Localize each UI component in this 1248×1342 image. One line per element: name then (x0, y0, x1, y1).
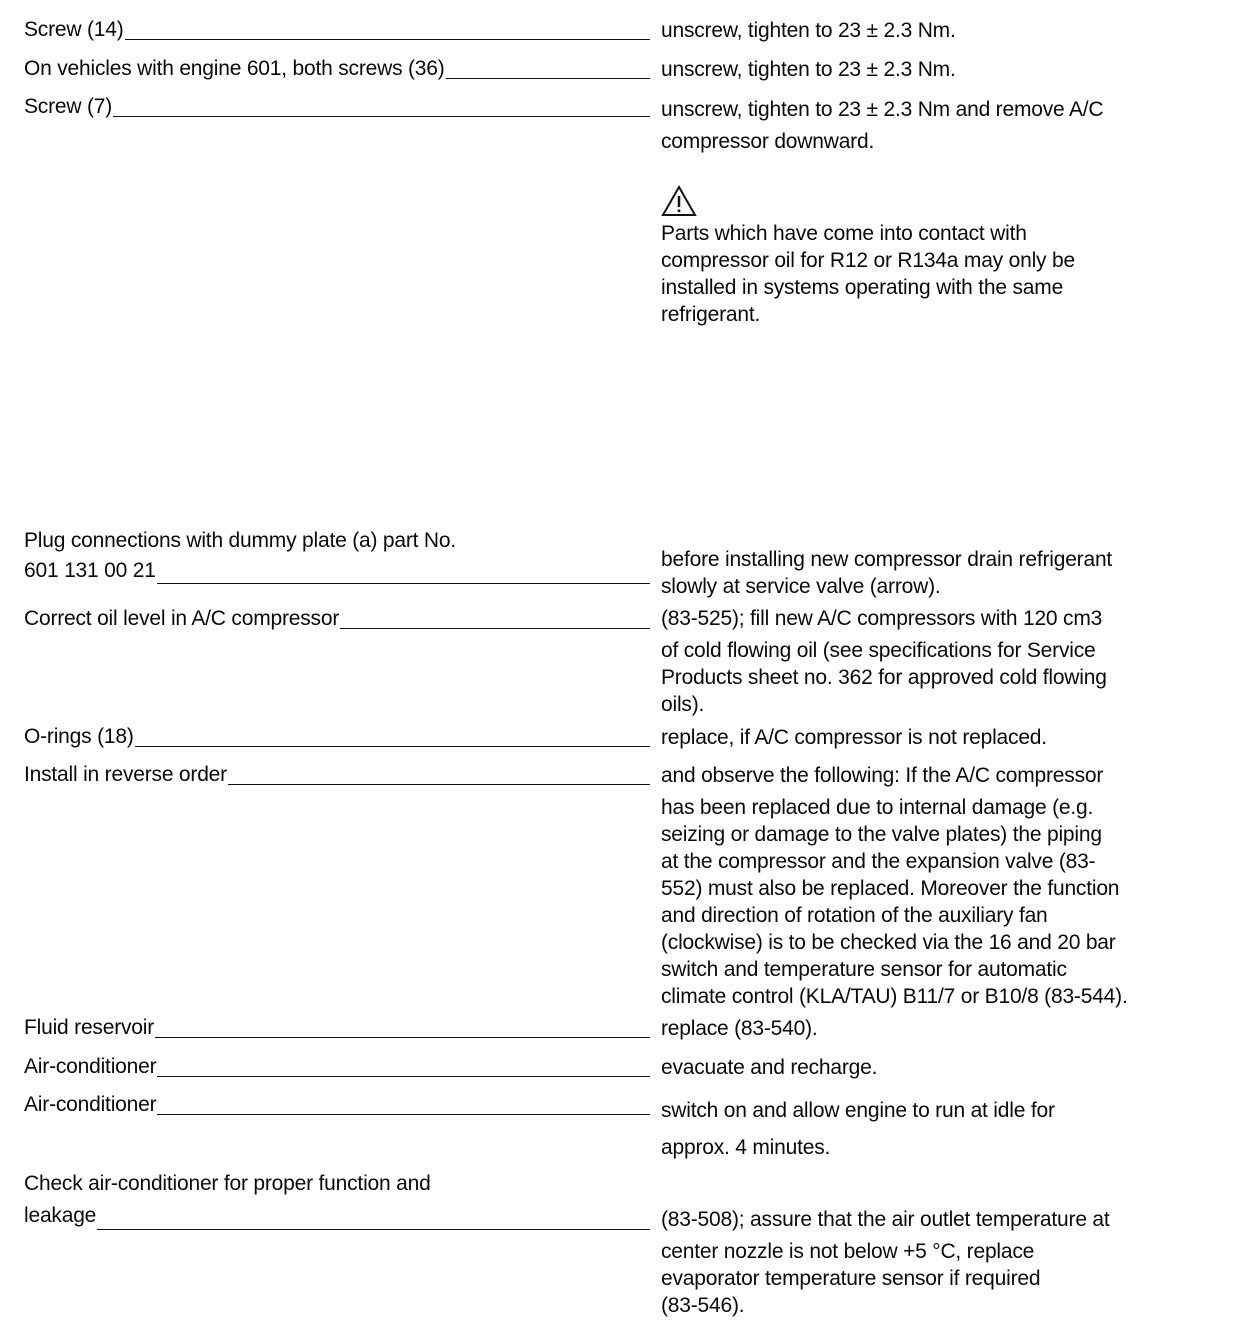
leader-line (157, 563, 650, 584)
step-label-screw-7 (24, 95, 650, 119)
instruction-text: and observe the following: If the A/C compressor (661, 764, 1104, 787)
label-text: Install in reverse order (24, 763, 227, 786)
step-label-reverse-order (24, 763, 650, 787)
label-line (24, 95, 650, 119)
instruction-text: replace (83-540). (661, 1017, 818, 1040)
step-instruction-fluid-reservoir (661, 1015, 1241, 1042)
instruction-text: and direction of rotation of the auxiliary fan (661, 904, 1048, 927)
step-instruction-plug-connections (661, 546, 1241, 600)
warning-line: compressor oil for R12 or R134a may only be (661, 249, 1075, 272)
step-instruction-screws-36 (661, 56, 1241, 83)
label-text: 601 131 00 21 (24, 559, 156, 582)
instruction-text: of cold flowing oil (see specifications for Service (661, 639, 1096, 662)
instruction-text: 552) must also be replaced. Moreover the function (661, 877, 1120, 900)
leader-line (157, 1094, 650, 1115)
instruction-text: (83-525); fill new A/C compressors with 120 cm3 (661, 607, 1103, 630)
label-line (24, 763, 650, 787)
warning-line: refrigerant. (661, 303, 761, 326)
label-text: Screw (14) (24, 18, 124, 41)
instruction-text: seizing or damage to the valve plates) the piping (661, 823, 1102, 846)
instruction-text: approx. 4 minutes. (661, 1136, 831, 1159)
instruction-text: unscrew, tighten to 23 ± 2.3 Nm and remove A/C (661, 98, 1104, 121)
instruction-text: before installing new compressor drain refrigerant (661, 548, 1113, 571)
step-label-screws-36 (24, 57, 650, 81)
step-label-check-ac (24, 1168, 650, 1232)
step-label-screw-14 (24, 18, 650, 42)
instruction-text: center nozzle is not below +5 °C, replace (661, 1240, 1035, 1263)
step-label-o-rings (24, 725, 650, 749)
instruction-text: unscrew, tighten to 23 ± 2.3 Nm. (661, 58, 956, 81)
instruction-text: replace, if A/C compressor is not replaced. (661, 726, 1047, 749)
leader-line (113, 96, 650, 117)
step-instruction-oil-level (661, 605, 1241, 718)
step-label-plug-connections (24, 526, 650, 586)
label-text: Fluid reservoir (24, 1016, 155, 1039)
instruction-text: (83-508); assure that the air outlet temperature at (661, 1208, 1110, 1231)
label-text: Correct oil level in A/C compressor (24, 607, 340, 630)
label-text: O-rings (18) (24, 725, 134, 748)
instruction-text: at the compressor and the expansion valve (83- (661, 850, 1096, 873)
instruction-text: switch and temperature sensor for automatic (661, 958, 1067, 981)
step-instruction-screw-14 (661, 17, 1241, 44)
leader-line (228, 764, 650, 785)
instruction-text: (83-546). (661, 1294, 745, 1317)
leader-line (446, 58, 650, 79)
instruction-text: oils). (661, 693, 705, 716)
leader-line (97, 1209, 650, 1230)
label-line (24, 1016, 650, 1040)
instruction-text: Products sheet no. 362 for approved cold flowing (661, 666, 1107, 689)
label-line (24, 725, 650, 749)
warning-line: Parts which have come into contact with (661, 222, 1027, 245)
label-text: Air-conditioner (24, 1055, 157, 1078)
instruction-text: slowly at service valve (arrow). (661, 575, 941, 598)
instruction-text: compressor downward. (661, 130, 875, 153)
instruction-text: switch on and allow engine to run at idle for (661, 1099, 1055, 1122)
instruction-text: unscrew, tighten to 23 ± 2.3 Nm. (661, 19, 956, 42)
label-text: Air-conditioner (24, 1093, 157, 1116)
label-text: leakage (24, 1204, 97, 1227)
step-label-fluid-reservoir (24, 1016, 650, 1040)
instruction-text: evacuate and recharge. (661, 1056, 878, 1079)
warning-line: installed in systems operating with the same (661, 276, 1064, 299)
step-instruction-o-rings (661, 724, 1241, 751)
step-label-ac-idle (24, 1093, 650, 1117)
instruction-text: evaporator temperature sensor if required (661, 1267, 1041, 1290)
warning-triangle-icon (661, 185, 697, 217)
label-line (24, 1200, 650, 1232)
leader-line (157, 1056, 650, 1077)
leader-line (340, 608, 650, 629)
step-instruction-reverse-order (661, 762, 1241, 1010)
label-text: Check air-conditioner for proper function and (24, 1172, 431, 1195)
label-line (24, 607, 650, 631)
instruction-text: has been replaced due to internal damage (e.g. (661, 796, 1094, 819)
step-label-ac-recharge (24, 1055, 650, 1079)
step-instruction-ac-recharge (661, 1054, 1241, 1081)
step-instruction-ac-idle (661, 1092, 1241, 1166)
warning-text (661, 220, 1241, 328)
label-line (24, 57, 650, 81)
label-line (24, 556, 650, 586)
instruction-text: climate control (KLA/TAU) B11/7 or B10/8 (83-544). (661, 985, 1128, 1008)
instruction-text: (clockwise) is to be checked via the 16 and 20 bar (661, 931, 1116, 954)
label-text: Screw (7) (24, 95, 113, 118)
step-instruction-check-ac (661, 1206, 1241, 1319)
leader-line (155, 1017, 650, 1038)
label-line (24, 18, 650, 42)
step-instruction-screw-7 (661, 94, 1241, 158)
leader-line (125, 19, 650, 40)
label-text: On vehicles with engine 601, both screws (36) (24, 57, 445, 80)
label-text: Plug connections with dummy plate (a) part No. (24, 529, 457, 552)
label-line (24, 1093, 650, 1117)
leader-line (135, 726, 650, 747)
label-line (24, 1055, 650, 1079)
step-label-oil-level (24, 607, 650, 631)
